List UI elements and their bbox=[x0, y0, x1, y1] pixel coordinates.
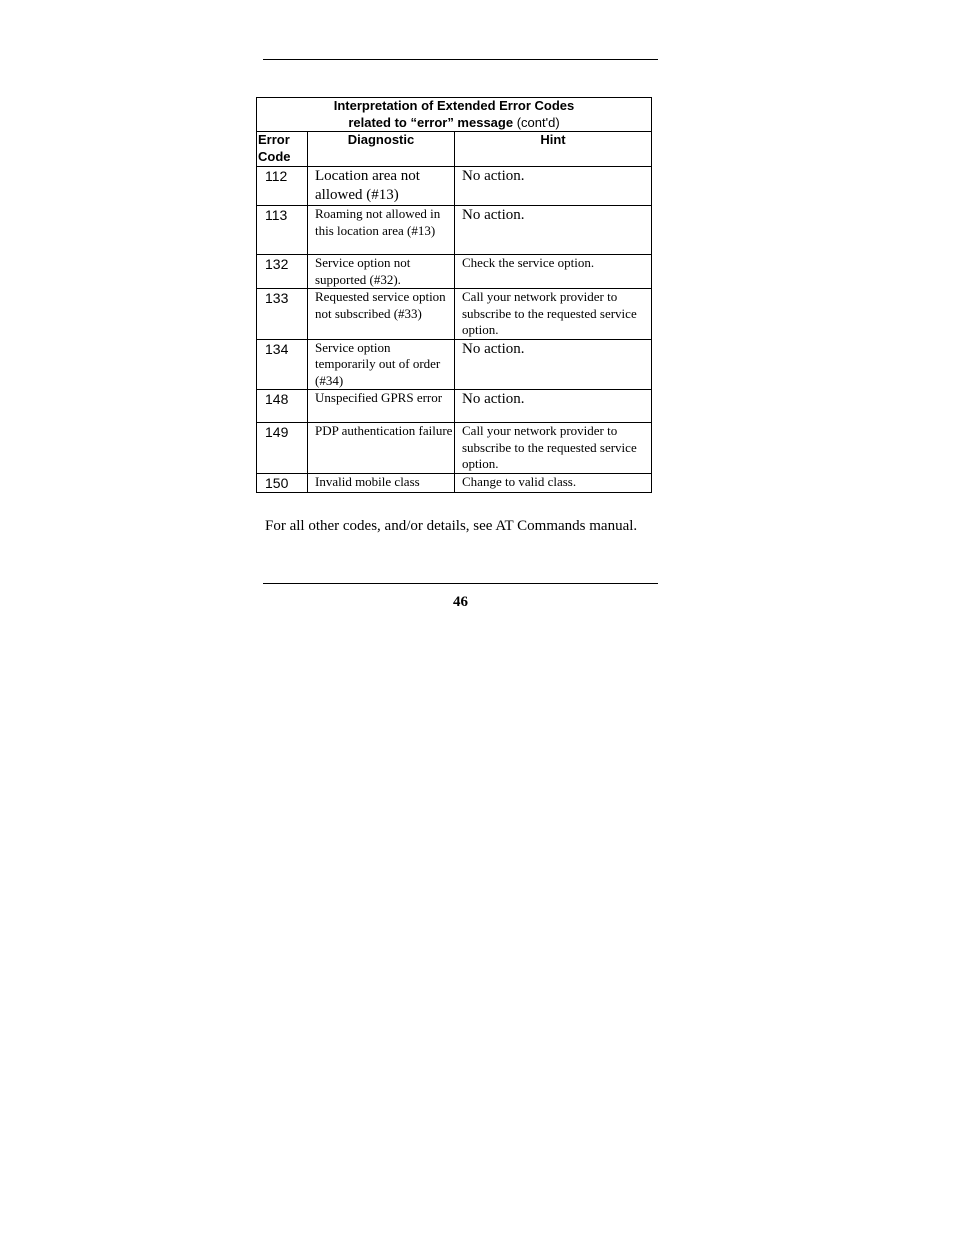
header-hint: Hint bbox=[455, 132, 652, 167]
error-code: 112 bbox=[257, 167, 308, 206]
error-code: 149 bbox=[257, 423, 308, 474]
error-codes-table bbox=[256, 97, 652, 493]
diagnostic: Location area not allowed (#13) bbox=[308, 167, 455, 206]
table-row bbox=[257, 390, 652, 423]
error-code: 148 bbox=[257, 390, 308, 423]
table-row bbox=[257, 167, 652, 206]
table-title-line1: Interpretation of Extended Error Codes bbox=[333, 98, 575, 113]
table-row bbox=[257, 289, 652, 340]
diagnostic: Requested service option not subscribed (#33) bbox=[308, 289, 455, 340]
diagnostic: Service option temporarily out of order (#34) bbox=[308, 339, 455, 390]
table-row bbox=[257, 473, 652, 492]
header-diagnostic: Diagnostic bbox=[308, 132, 455, 167]
hint: No action. bbox=[455, 339, 652, 390]
error-code: 133 bbox=[257, 289, 308, 340]
table-row bbox=[257, 255, 652, 289]
table-title bbox=[257, 98, 652, 132]
diagnostic: Unspecified GPRS error bbox=[308, 390, 455, 423]
footnote: For all other codes, and/or details, see AT Commands manual. bbox=[265, 518, 638, 534]
diagnostic: Service option not supported (#32). bbox=[308, 255, 455, 289]
diagnostic: Roaming not allowed in this location area (#13) bbox=[308, 206, 455, 255]
hint: Check the service option. bbox=[455, 255, 652, 289]
footer-rule bbox=[263, 583, 658, 584]
error-code: 113 bbox=[257, 206, 308, 255]
hint: No action. bbox=[455, 167, 652, 206]
table-row bbox=[257, 423, 652, 474]
header-rule bbox=[263, 59, 658, 60]
diagnostic: Invalid mobile class bbox=[308, 473, 455, 492]
hint: No action. bbox=[455, 390, 652, 423]
table-title-row bbox=[257, 98, 652, 132]
hint: Change to valid class. bbox=[455, 473, 652, 492]
hint: Call your network provider to subscribe to the requested service option. bbox=[455, 289, 652, 340]
table-row bbox=[257, 206, 652, 255]
page-number: 46 bbox=[453, 594, 468, 610]
table-title-contd: (cont'd) bbox=[516, 114, 560, 130]
hint: No action. bbox=[455, 206, 652, 255]
hint: Call your network provider to subscribe to the requested service option. bbox=[455, 423, 652, 474]
table-row bbox=[257, 339, 652, 390]
diagnostic: PDP authentication failure bbox=[308, 423, 455, 474]
error-code: 132 bbox=[257, 255, 308, 289]
error-code: 134 bbox=[257, 339, 308, 390]
header-error-code: Error Code bbox=[257, 132, 308, 167]
table-header-row bbox=[257, 132, 652, 167]
table-title-line2: related to “error” message bbox=[348, 114, 514, 130]
error-code: 150 bbox=[257, 473, 308, 492]
